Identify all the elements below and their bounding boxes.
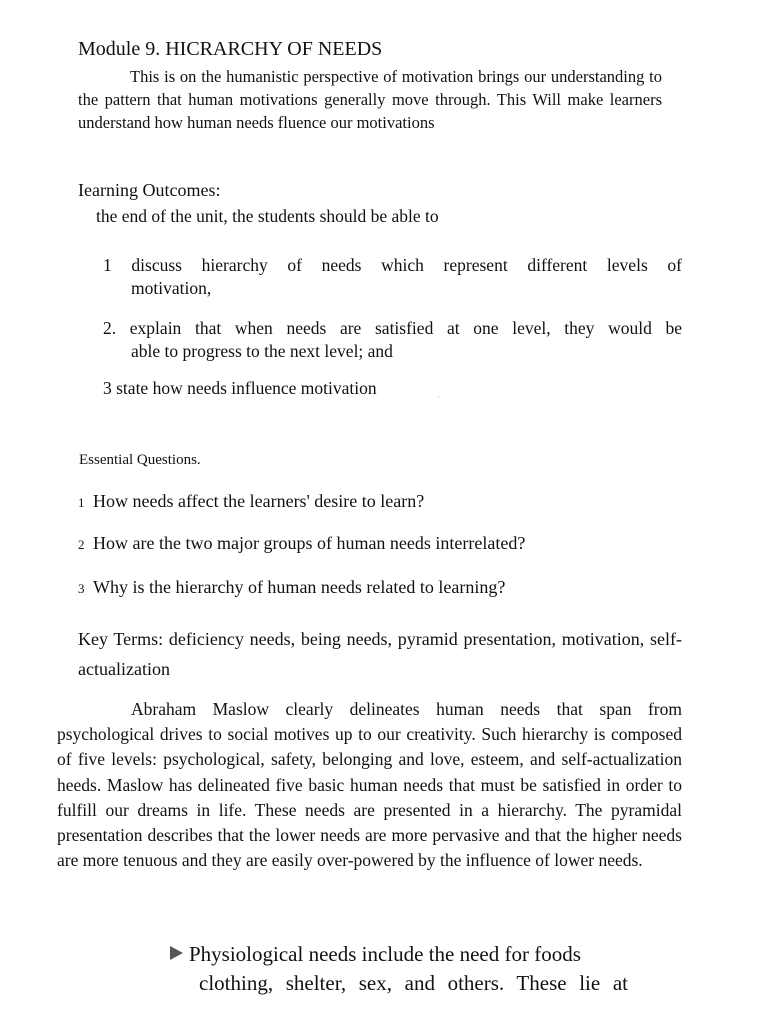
outcome-text-continued: able to progress to the next level; and <box>131 341 393 361</box>
key-terms: Key Terms: deficiency needs, being needs, pyramid presentation, motivation, self-actualization <box>78 629 682 679</box>
module-title: Module 9. HICRARCHY OF NEEDS <box>78 38 383 60</box>
question-number: 1 <box>78 495 85 510</box>
outcome-text-continued: motivation, <box>131 278 212 298</box>
intro-paragraph: This is on the humanistic perspective of motivation brings our understanding to the pattern that human motivations generally move through. This Will make learners understand how human needs fluence our motivations <box>78 67 662 132</box>
outcome-item <box>103 254 682 300</box>
outcome-item <box>103 317 682 363</box>
learning-outcomes-heading: Iearning Outcomes: <box>78 180 221 200</box>
bullet-item <box>170 940 628 997</box>
bullet-text-continued: clothing, shelter, sex, and others. These lie at <box>199 970 628 995</box>
question-text: Why is the hierarchy of human needs related to learning? <box>93 577 506 597</box>
body-paragraph: Abraham Maslow clearly delineates human needs that span from psychological drives to social motives up to our creativity. Such hierarchy is composed of five levels: psychological, safety, belonging and love, esteem, and self-actualization heeds. Maslow has delineated five basic human needs that must be satisfied in order to fulfill our dreams in life. These needs are presented in a hierarchy. The pyramidal presentation describes that the lower needs are more pervasive and that the higher needs are more tenuous and they are easily over-powered by the influence of lower needs. <box>57 699 682 871</box>
question-item <box>78 533 525 554</box>
question-text: How needs affect the learners' desire to learn? <box>93 491 425 511</box>
question-number: 2 <box>78 537 85 552</box>
question-item <box>78 491 424 512</box>
bullet-text: Physiological needs include the need for foods <box>189 942 581 966</box>
stray-mark: ' <box>438 396 440 402</box>
arrow-bullet-icon <box>170 946 183 960</box>
outcome-text: 1 discuss hierarchy of needs which represent different levels of <box>103 255 682 275</box>
essential-questions-heading: Essential Questions. <box>79 452 201 468</box>
question-item <box>78 577 505 598</box>
learning-outcomes-lead: the end of the unit, the students should be able to <box>96 206 439 226</box>
outcome-item <box>103 377 682 400</box>
outcome-text: 2. explain that when needs are satisfied at one level, they would be <box>103 318 682 338</box>
question-text: How are the two major groups of human needs interrelated? <box>93 533 526 553</box>
outcome-text: 3 state how needs influence motivation <box>103 378 377 398</box>
question-number: 3 <box>78 581 85 596</box>
